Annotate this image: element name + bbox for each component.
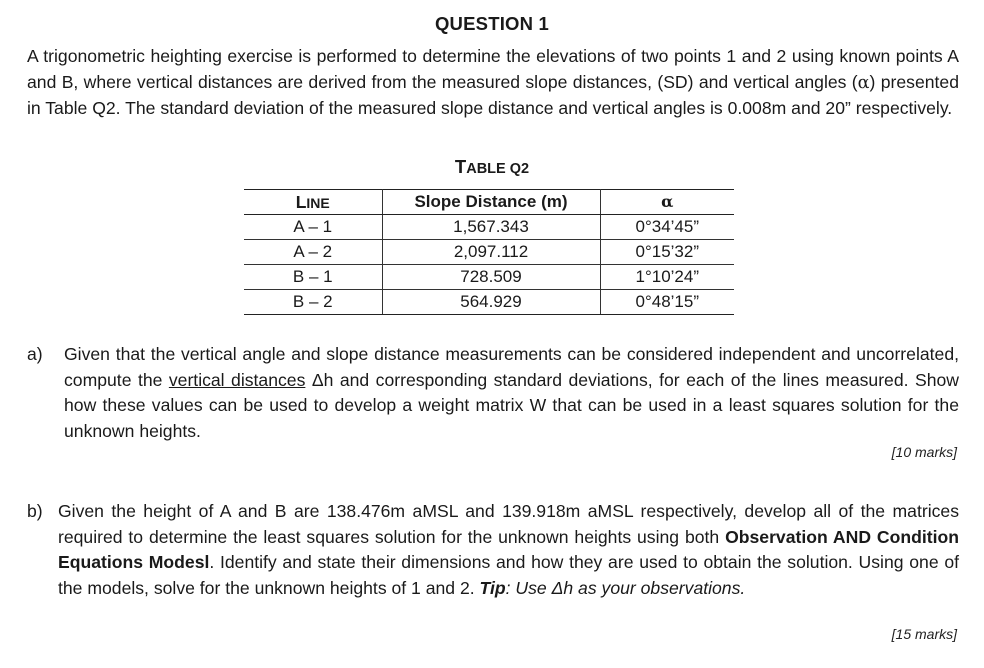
header-line-rest: INE [306,194,330,211]
part-a-label: a) [27,344,43,364]
cell-alpha: 1°10’24” [600,265,734,290]
part-b-text-1: Given the height of A and B are 138.476m aMSL and 139.918m aMSL respectively, develop all of the matrices required to determine the least squares solution for the unknown heights using both [58,501,959,547]
part-a-text-1: Given that the vertical angle and slope distance measurements can be considered independent and uncorrelated, compute the [64,344,959,390]
part-a-underlined: vertical distances [168,369,306,390]
part-b-label: b) [27,501,43,521]
table-row [244,265,734,290]
question-intro [27,44,959,122]
cell-line: B – 2 [244,290,382,315]
cell-slope-distance: 2,097.112 [382,240,600,265]
cell-line: A – 2 [244,240,382,265]
cell-line: B – 1 [244,265,382,290]
part-b-tip-label: Tip [479,577,506,598]
intro-text-2: ) presented in Table Q2. The standard deviation of the measured slope distance and vertical angles is 0.008m and 20” respectively. [27,71,959,118]
part-a-marks: [10 marks] [891,444,957,460]
cell-line: A – 1 [244,215,382,240]
table-caption [0,156,984,178]
table-row [244,290,734,315]
table-row [244,215,734,240]
part-b-text-2: . Identify and state their dimensions and how they are used to obtain the solution. Using one of the models, solve for the unknown heights of 1 and 2. [58,552,959,598]
question-part-a [27,342,959,444]
part-a-text-2: Δh and corresponding standard deviations, for each of the lines measured. Show how these values can be used to develop a weight matrix W that can be used in a least squares solution for the unknown heights. [64,369,959,441]
part-b-marks: [15 marks] [891,626,957,642]
header-line [244,190,382,215]
table-row [244,240,734,265]
question-part-b [27,499,959,601]
cell-slope-distance: 728.509 [382,265,600,290]
part-b-text [58,499,959,601]
table-q2 [244,189,734,315]
cell-slope-distance: 1,567.343 [382,215,600,240]
part-a-text [64,342,959,444]
header-line-first: L [295,191,307,212]
alpha-symbol: α [857,72,870,93]
table-header-row [244,190,734,215]
cell-alpha: 0°48’15” [600,290,734,315]
table-caption-rest: ABLE Q2 [466,161,530,177]
question-title: QUESTION 1 [434,13,550,34]
table-caption-first-letter: T [454,156,467,177]
cell-slope-distance: 564.929 [382,290,600,315]
cell-alpha: 0°34’45” [600,215,734,240]
header-slope-distance: Slope Distance (m) [382,190,600,215]
part-b-bold: Observation AND Condition Equations Modesl [58,526,959,572]
header-alpha: α [600,190,734,215]
cell-alpha: 0°15’32” [600,240,734,265]
part-b-tip-text: : Use Δh as your observations. [505,577,746,598]
intro-text-1: A trigonometric heighting exercise is performed to determine the elevations of two points 1 and 2 using known points A and B, where vertical distances are derived from the measured slope distances, (SD) and vertical angles ( [27,46,959,92]
